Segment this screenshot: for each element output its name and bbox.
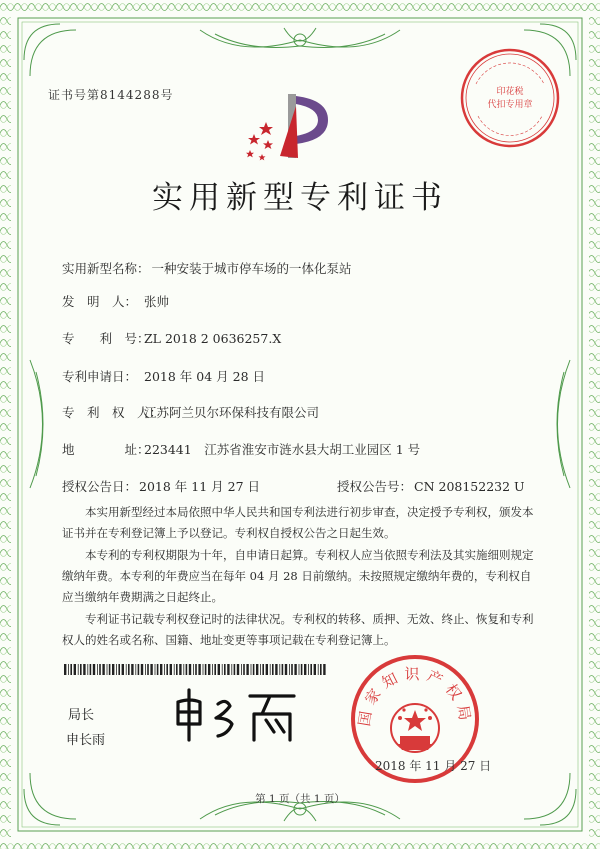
utility-model-name-row [62, 259, 352, 277]
patentee-value: 江苏阿兰贝尔环保科技有限公司 [144, 405, 320, 420]
paragraph-term: 本专利的专利权期限为十年，自申请日起算。专利权人应当依照专利法及其实施细则规定缴纳年费。本专利的年费应当在每年 04 月 28 日前缴纳。未按照规定缴纳年费的，专利权自应当缴纳年费期满之日起终止。 [62, 548, 534, 604]
address-value: 223441 江苏省淮安市涟水县大胡工业园区 1 号 [144, 442, 421, 457]
issue-date: 2018 年 11 月 27 日 [375, 759, 492, 773]
patent-number-value: ZL 2018 2 0636257.X [144, 331, 282, 346]
announcement-date-row [62, 477, 260, 495]
utility-model-name-label: 实用新型名称： [62, 261, 150, 276]
inventor-label: 发 明 人： [62, 294, 138, 309]
application-date-row [62, 367, 265, 385]
certificate-number [48, 86, 173, 103]
announcement-number-label: 授权公告号： [337, 479, 413, 494]
paragraph-grant: 本实用新型经过本局依照中华人民共和国专利法进行初步审查，决定授予专利权，颁发本证书并在专利登记簿上予以登记。专利权自授权公告之日起生效。 [62, 505, 534, 540]
certificate-number-label: 证书号第 [48, 88, 101, 102]
announcement-date-value: 2018 年 11 月 27 日 [139, 479, 261, 494]
page-number: 第 1 页（共 1 页） [255, 793, 345, 805]
certificate-number-suffix: 号 [160, 88, 174, 102]
svg-text:代扣专用章: 代扣专用章 [487, 100, 533, 110]
application-date-value: 2018 年 04 月 28 日 [144, 369, 265, 384]
patent-number-label: 专 利 号： [62, 331, 150, 346]
certificate-title: 实用新型专利证书 [152, 180, 448, 216]
tax-stamp-seal-icon [456, 44, 564, 152]
utility-model-name-value: 一种安装于城市停车场的一体化泵站 [151, 261, 352, 276]
inventor-row [62, 292, 169, 310]
address-label: 地 址： [62, 442, 150, 457]
announcement-date-label: 授权公告日： [62, 479, 138, 494]
director-title: 局长 [68, 708, 95, 723]
cnipa-logo-icon [236, 86, 346, 166]
patentee-label: 专 利 权 人： [62, 405, 163, 420]
patent-number-row [62, 329, 281, 347]
barcode-icon [64, 664, 326, 675]
application-date-label: 专利申请日： [62, 369, 138, 384]
certificate-number-value: 8144288 [100, 88, 161, 102]
announcement-number-row [337, 477, 525, 495]
patentee-row [62, 403, 319, 421]
paragraph-legal-status: 专利证书记载专利权登记时的法律状况。专利权的转移、质押、无效、终止、恢复和专利权人的姓名或名称、国籍、地址变更等事项记载在专利登记簿上。 [62, 612, 534, 647]
announcement-number-value: CN 208152232 U [414, 479, 525, 494]
director-name: 申长雨 [66, 733, 106, 748]
svg-text:印花税: 印花税 [496, 87, 524, 97]
director-signature [170, 684, 310, 746]
inventor-value: 张帅 [144, 294, 170, 309]
svg-text:国家知识产权局: 国家知识产权局 [355, 665, 475, 728]
address-row [62, 440, 420, 458]
